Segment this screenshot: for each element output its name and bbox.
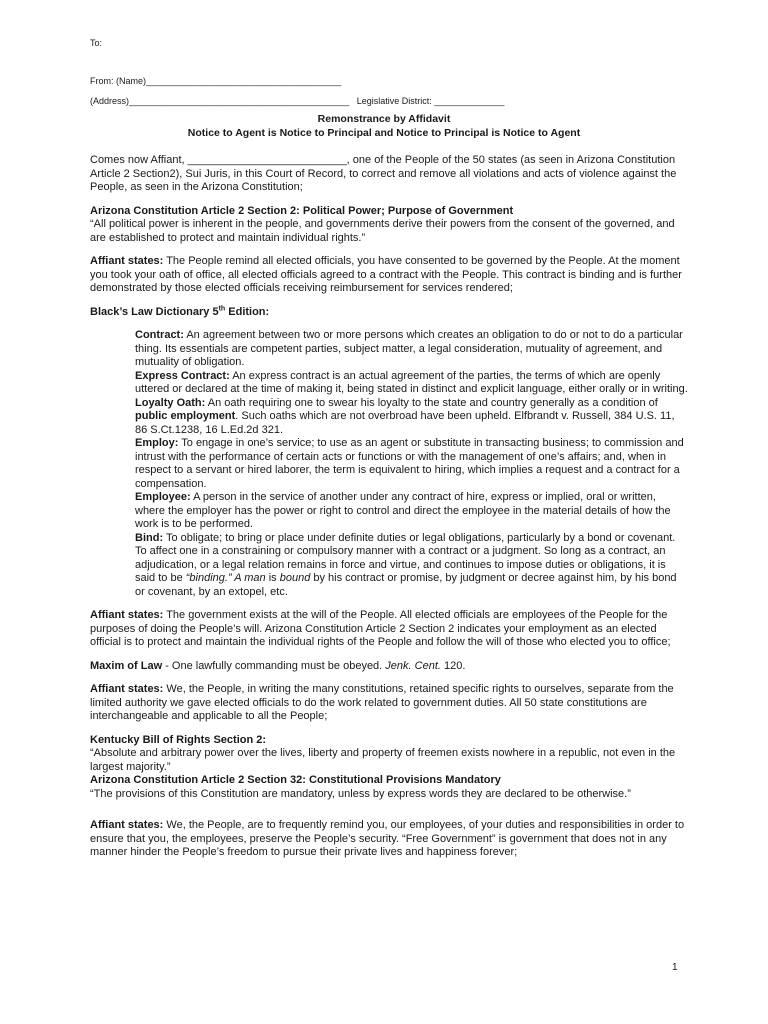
definition-text: A person in the service of another under any contract of hire, express or implied, oral or written, where the employer has the power or right to control and direct the employee in the material details of how the work is to be performed. — [135, 491, 671, 530]
az-section-32-quote: “The provisions of this Constitution are mandatory, unless by express words they are declared to be otherwise.” — [90, 787, 631, 800]
definition-employee — [135, 491, 688, 532]
az-section-2-quote: “All political power is inherent in the people, and governments derive their powers from the consent of the governed, and are established to protect and maintain individual rights.” — [90, 218, 675, 244]
blacks-law-heading-edition: Edition: — [225, 305, 270, 318]
definition-loyalty-oath — [135, 397, 688, 438]
address-line — [90, 95, 504, 107]
affiant-statement-3 — [90, 683, 688, 724]
definition-text: An express contract is an actual agreement of the parties, the terms of which are openly uttered or declared at the time of making it, being stated in distinct and explicit language, either orally or in writing. — [135, 369, 688, 395]
definition-italic: “binding.” A man — [185, 572, 266, 584]
kentucky-heading: Kentucky Bill of Rights Section 2: — [90, 733, 267, 746]
to-line: To: — [90, 38, 103, 48]
definition-text: An agreement between two or more persons which creates an obligation to do or not to do a particular thing. Its essentials are competent parties, subject matter, a legal consideration, mutuality of agreement, and mutuality of obligation. — [135, 329, 683, 368]
definitions-list — [135, 329, 688, 599]
page-number: 1 — [672, 962, 678, 973]
definition-term: Loyalty Oath: — [135, 396, 206, 409]
maxim-text: - One lawfully commanding must be obeyed. — [162, 659, 386, 672]
kentucky-quote: “Absolute and arbitrary power over the lives, liberty and property of freemen exists nowhere in a republic, not even in the largest majority.” — [90, 747, 676, 773]
definition-employ — [135, 437, 688, 491]
definition-bind — [135, 532, 688, 600]
affiant-text: We, the People, in writing the many constitutions, retained specific rights to ourselves, separate from the limited authority we gave elected officials to do the work related to government duties. All 50 state constitutions are interchangeable and applicable to all the People; — [90, 683, 674, 722]
affiant-label: Affiant states: — [90, 255, 164, 267]
az-section-32-heading: Arizona Constitution Article 2 Section 32: Constitutional Provisions Mandatory — [90, 774, 501, 786]
definition-term: Express Contract: — [135, 369, 230, 382]
az-section-32-block — [90, 774, 688, 801]
definition-text: is — [265, 572, 280, 584]
intro-paragraph: Comes now Affiant, __________________________, one of the People of the 50 states (as seen in Arizona Constitution Article 2 Section2), Sui Juris, in this Court of Record, to correct and remove all violations and acts of violence against the People, as seen in the Arizona Constitution; — [90, 154, 677, 193]
definition-express-contract — [135, 370, 688, 397]
definition-contract — [135, 329, 688, 370]
az-section-2-heading: Arizona Constitution Article 2 Section 2: Political Power; Purpose of Government — [90, 204, 514, 217]
blacks-law-heading-text: Black’s Law Dictionary 5 — [90, 305, 219, 318]
document-body — [90, 154, 688, 870]
definition-emphasis: public employment — [135, 410, 236, 422]
title-line-2: Notice to Agent is Notice to Principal and Notice to Principal is Notice to Agent — [187, 127, 581, 139]
blacks-law-heading-sup: th — [218, 304, 226, 312]
definition-text: by his contract or promise, by judgment or decree against him, by his bond or covenant, by an extopel, etc. — [135, 572, 677, 598]
affiant-statement-1 — [90, 255, 688, 296]
address-field: (Address)____________________________________________ — [90, 96, 350, 106]
affiant-label: Affiant states: — [90, 609, 164, 621]
definition-text: An oath requiring one to swear his loyalty to the state and country generally as a condition of — [205, 396, 658, 409]
definition-term: Bind: — [135, 531, 164, 544]
az-section-2-block — [90, 205, 688, 246]
affiant-statement-4 — [90, 819, 688, 860]
document-title — [0, 112, 768, 140]
definition-text: . Such oaths which are not overbroad have been upheld. Elfbrandt v. Russell, 384 U.S. 11, 86 S.Ct.1238, 16 L.Ed.2d 321. — [135, 410, 675, 436]
maxim-citation: Jenk. Cent. — [385, 659, 441, 672]
definition-text: To obligate; to bring or place under definite duties or legal obligations, particularly by a bond or covenant. To affect one in a constraining or compulsory manner with a contract or a judgment. So long as a contract, an adjudication, or a legal relation remains in force and virtue, and continues to impose duties or obligations, it is said to be — [135, 531, 676, 584]
affiant-text: We, the People, are to frequently remind you, our employees, of your duties and responsibilities in order to ensure that you, the employees, preserve the People’s security. “Free Government” is government that does not in any manner hinder the People’s freedom to pursue their private lives and happiness forever; — [90, 819, 685, 858]
affiant-statement-2 — [90, 609, 688, 650]
affiant-label: Affiant states: — [90, 819, 164, 831]
definition-term: Employ: — [135, 437, 179, 449]
affiant-text: The People remind all elected officials, you have consented to be governed by the People. At the moment you took your oath of office, all elected officials agreed to a contract with the People. This contract is binding and is further demonstrated by those elected officials receiving reimbursement for services rendered; — [90, 255, 682, 294]
maxim-citation-number: 120. — [440, 659, 466, 672]
definition-italic: bound — [279, 572, 311, 584]
maxim-of-law — [90, 660, 688, 674]
legislative-district-field: Legislative District: ______________ — [356, 96, 505, 106]
maxim-label: Maxim of Law — [90, 659, 163, 672]
definition-term: Contract: — [135, 329, 184, 341]
blacks-law-heading — [90, 306, 688, 320]
kentucky-block — [90, 734, 688, 775]
from-name-line: From: (Name)_______________________________________ — [90, 76, 342, 86]
definition-text: To engage in one’s service; to use as an agent or substitute in transacting business; to commission and intrust with the performance of certain acts or functions or with the management of one’s affairs; and, when in respect to a servant or hired laborer, the term is equivalent to hiring, which implies a request and a contract for a compensation. — [135, 437, 684, 490]
affiant-label: Affiant states: — [90, 683, 164, 695]
affiant-text: The government exists at the will of the People. All elected officials are employees of the People for the purposes of doing the People’s will. Arizona Constitution Article 2 Section 2 indicates your employment as an elected official is to protect and maintain the individual rights of the People and follow the will of those who elected you to office; — [90, 609, 671, 648]
definition-term: Employee: — [135, 491, 191, 503]
title-line-1: Remonstrance by Affidavit — [317, 113, 451, 125]
